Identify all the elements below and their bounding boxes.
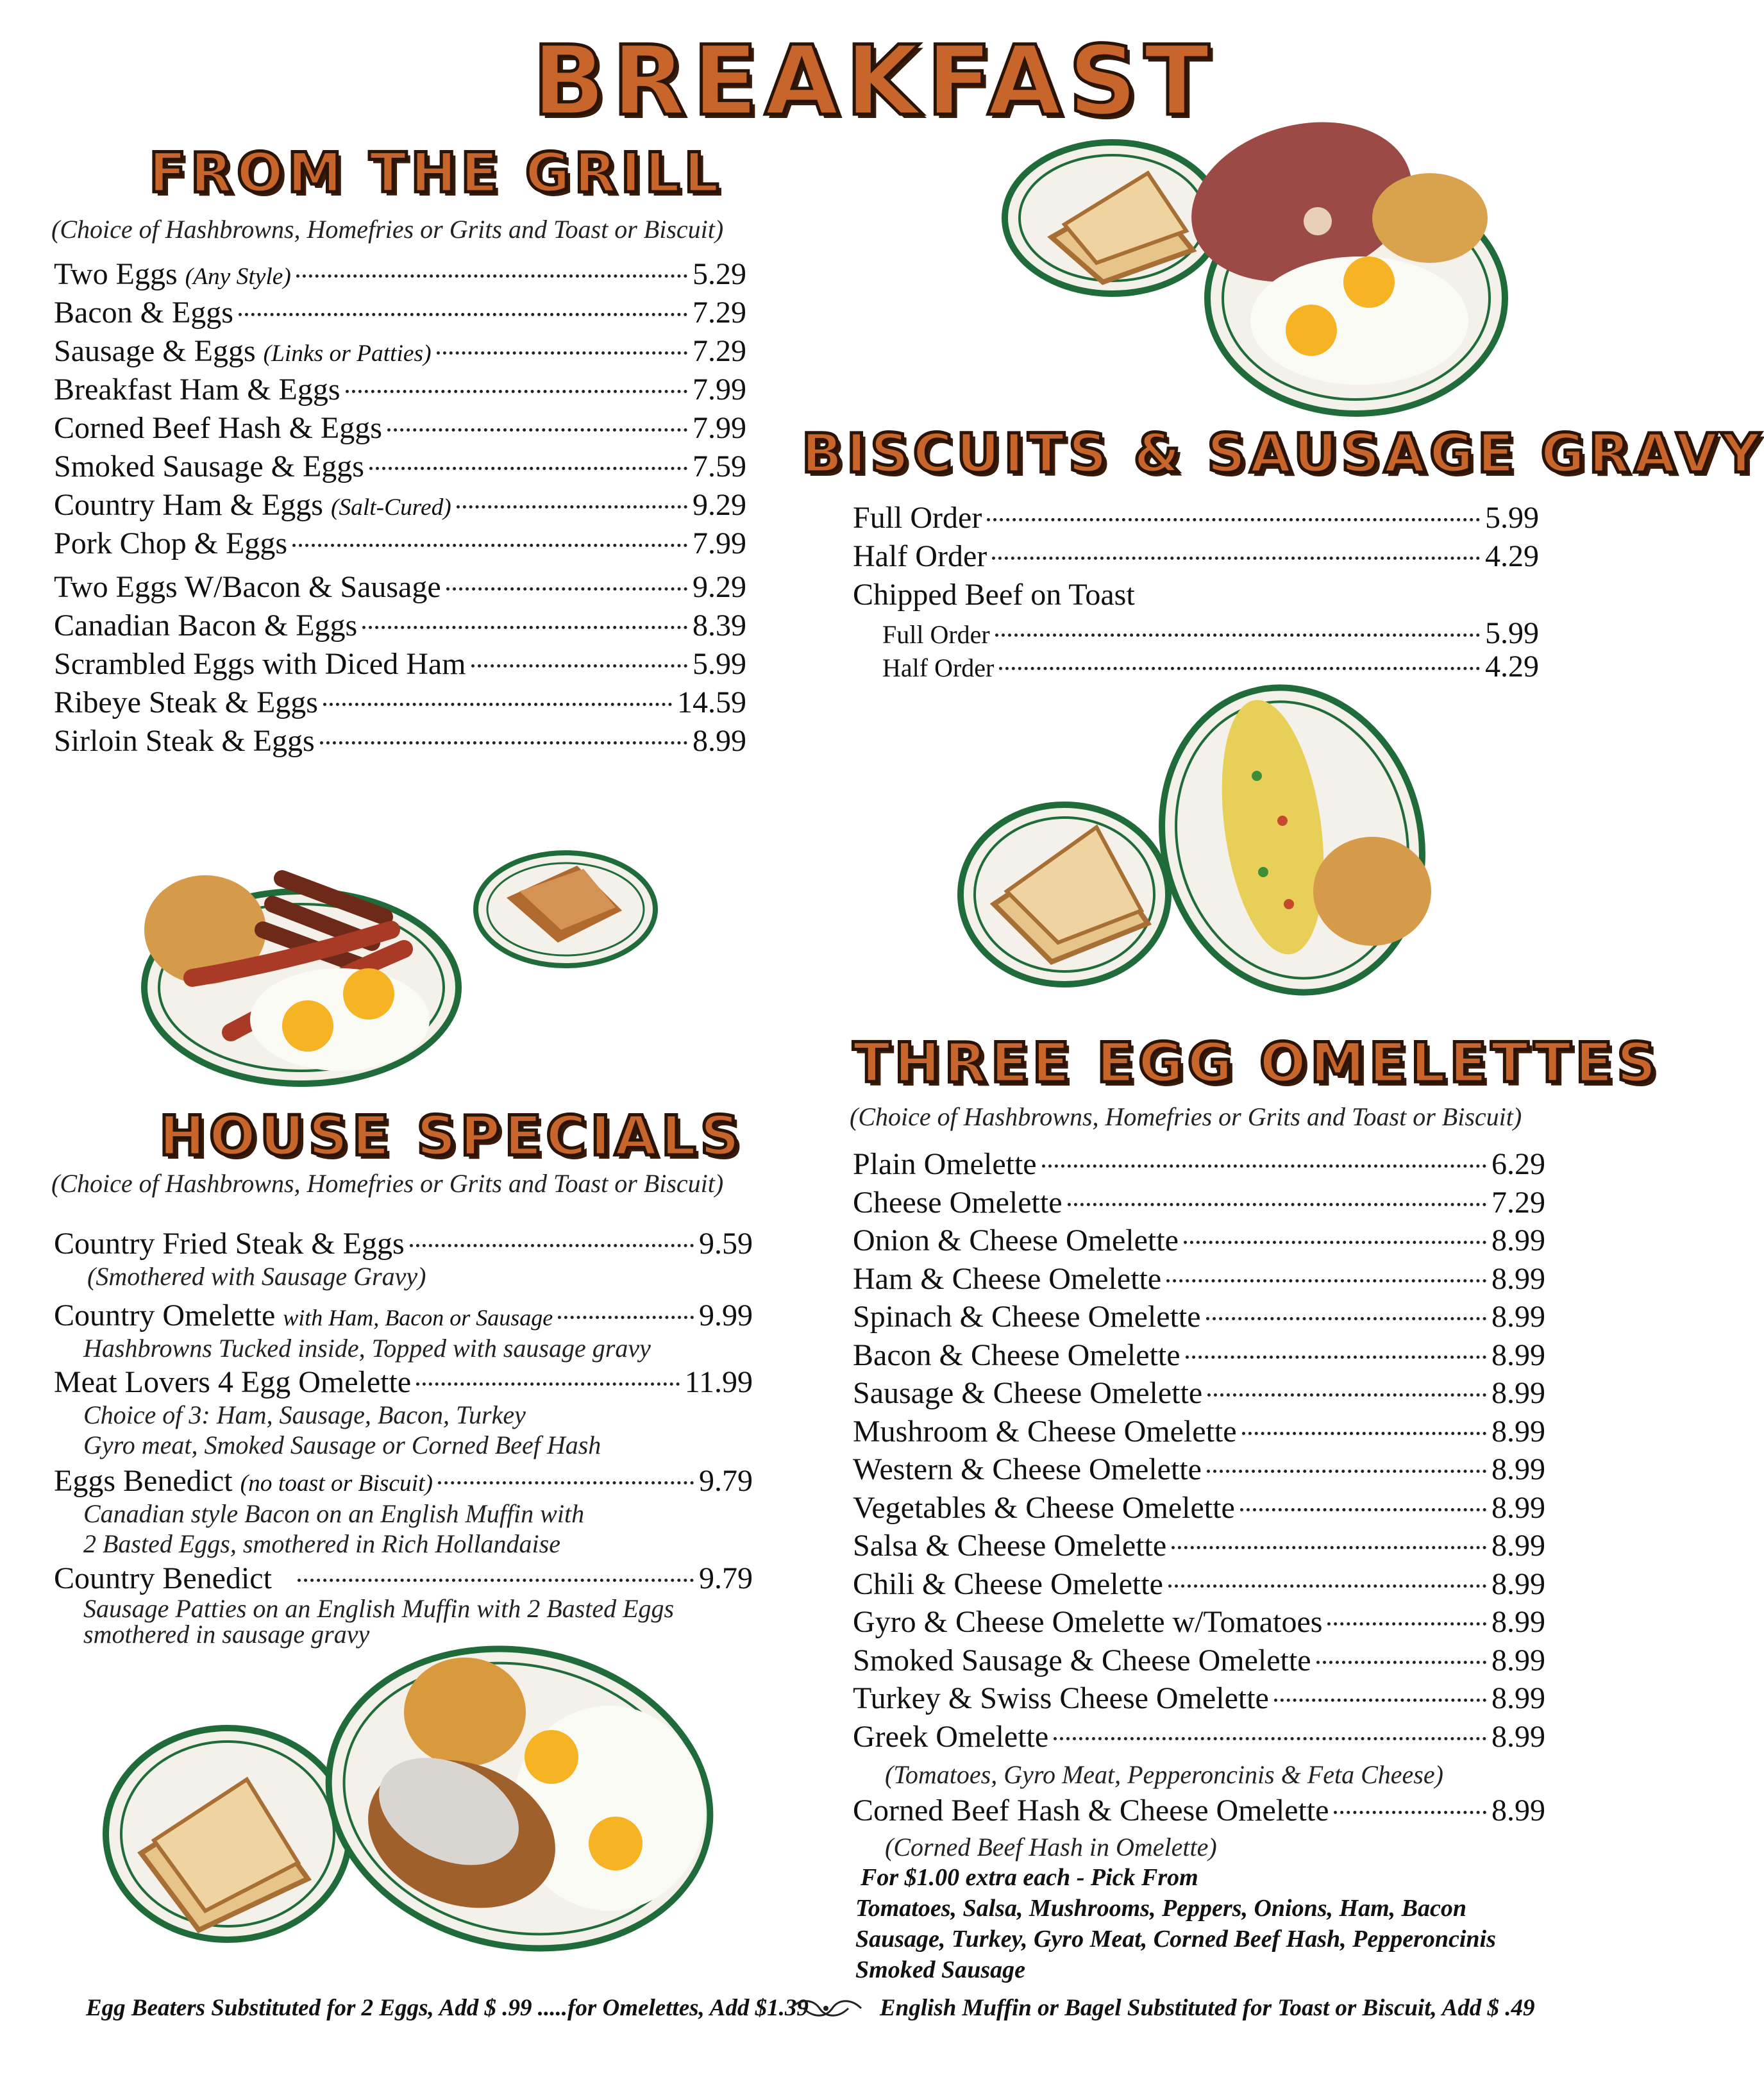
page-title: BREAKFAST — [532, 26, 1216, 137]
grill-row: Sirloin Steak & Eggs 8.99 — [54, 724, 746, 758]
biscuits-menu — [853, 500, 1539, 682]
chipped-beef-row: Half Order 4.29 — [882, 650, 1539, 684]
house-menu — [54, 1226, 753, 1647]
fried-steak-photo-icon — [103, 1642, 718, 1962]
omelette-extras: For $1.00 extra each - Pick From Tomatoes, Salsa, Mushrooms, Peppers, Onions, Ham, Bacon Sausage, Turkey, Gyro Meat, Corned Beef Hash, Pepperoncinis Smoked Sausage — [855, 1864, 1496, 1983]
omelette-row: Ham & Cheese Omelette 8.99 — [853, 1261, 1545, 1296]
omelette-row: Gyro & Cheese Omelette w/Tomatoes 8.99 — [853, 1605, 1545, 1639]
ham-eggs-photo-icon — [1000, 90, 1513, 417]
omelette-row: Cheese Omelette 7.29 — [853, 1185, 1545, 1220]
biscuits-row: Full Order 5.99 — [853, 501, 1539, 535]
omelette-row: Plain Omelette 6.29 — [853, 1147, 1545, 1181]
grill-row: Sausage & Eggs (Links or Patties) 7.29 — [54, 334, 746, 368]
grill-menu — [54, 256, 746, 762]
chipped-beef-heading: Chipped Beef on Toast — [853, 578, 1135, 612]
house-item: Meat Lovers 4 Egg Omelette 11.99 Choice of 3: Ham, Sausage, Bacon, Turkey Gyro meat, Smoked Sausage or Corned Beef Hash — [54, 1365, 753, 1459]
grill-row: Breakfast Ham & Eggs 7.99 — [54, 373, 746, 407]
grill-row: Ribeye Steak & Eggs 14.59 — [54, 685, 746, 719]
grill-note: (Choice of Hashbrowns, Homefries or Grits and Toast or Biscuit) — [51, 215, 724, 244]
omelette-row: Mushroom & Cheese Omelette 8.99 — [853, 1414, 1545, 1449]
omelette-row: Corned Beef Hash & Cheese Omelette 8.99 — [853, 1794, 1545, 1827]
house-note: (Choice of Hashbrowns, Homefries or Grits and Toast or Biscuit) — [51, 1169, 724, 1198]
footer-right: English Muffin or Bagel Substituted for Toast or Biscuit, Add $ .49 — [880, 1995, 1535, 2021]
grill-row: Corned Beef Hash & Eggs 7.99 — [54, 411, 746, 445]
omelettes-title: THREE EGG OMELETTES — [853, 1031, 1661, 1095]
grill-row: Two Eggs (Any Style) 5.29 — [54, 257, 746, 291]
house-title: HOUSE SPECIALS — [159, 1104, 744, 1168]
omelette-row: Smoked Sausage & Cheese Omelette 8.99 — [853, 1643, 1545, 1677]
greek-omelette-note: (Tomatoes, Gyro Meat, Pepperoncinis & Feta Cheese) — [885, 1760, 1443, 1789]
omelette-row: Turkey & Swiss Cheese Omelette 8.99 — [853, 1681, 1545, 1715]
grill-row: Pork Chop & Eggs 7.99 — [54, 526, 746, 560]
grill-row: Smoked Sausage & Eggs 7.59 — [54, 449, 746, 483]
omelette-row: Western & Cheese Omelette 8.99 — [853, 1452, 1545, 1486]
omelette-row: Sausage & Cheese Omelette 8.99 — [853, 1376, 1545, 1410]
omelettes-menu — [853, 1147, 1545, 1867]
omelette-photo-icon — [955, 680, 1500, 1000]
house-item: Eggs Benedict (no toast or Biscuit) 9.79 Canadian style Bacon on an English Muffin with 2 Basted Eggs, smothered in Rich Hollandaise — [54, 1464, 753, 1558]
footer-left: Egg Beaters Substituted for 2 Eggs, Add $ .99 .....for Omelettes, Add $1.39 — [86, 1995, 809, 2021]
bacon-sausage-photo-icon — [135, 840, 660, 1096]
omelettes-note: (Choice of Hashbrowns, Homefries or Grits and Toast or Biscuit) — [850, 1102, 1522, 1131]
omelette-row: Onion & Cheese Omelette 8.99 — [853, 1223, 1545, 1257]
omelette-row: Bacon & Cheese Omelette 8.99 — [853, 1338, 1545, 1372]
grill-row: Bacon & Eggs 7.29 — [54, 296, 746, 330]
biscuits-title: BISCUITS & SAUSAGE GRAVY — [802, 422, 1764, 485]
flourish-divider-icon — [787, 1995, 864, 2021]
omelette-row: Chili & Cheese Omelette 8.99 — [853, 1567, 1545, 1601]
omelette-row: Vegetables & Cheese Omelette 8.99 — [853, 1490, 1545, 1525]
house-item: Country Fried Steak & Eggs 9.59 (Smothered with Sausage Gravy) — [54, 1227, 753, 1291]
omelette-row: Greek Omelette 8.99 — [853, 1719, 1545, 1754]
omelette-row: Spinach & Cheese Omelette 8.99 — [853, 1300, 1545, 1334]
house-item: Country Omelette with Ham, Bacon or Sausage 9.99 Hashbrowns Tucked inside, Topped with sausage gravy — [54, 1298, 753, 1363]
grill-row: Two Eggs W/Bacon & Sausage 9.29 — [54, 570, 746, 604]
grill-row: Scrambled Eggs with Diced Ham 5.99 — [54, 647, 746, 681]
grill-row: Country Ham & Eggs (Salt-Cured) 9.29 — [54, 488, 746, 522]
house-item: Country Benedict 9.79 Sausage Patties on an English Muffin with 2 Basted Eggs smothered in sausage gravy — [54, 1561, 753, 1649]
grill-title: FROM THE GRILL — [149, 141, 723, 205]
chipped-beef-row: Full Order 5.99 — [882, 616, 1539, 650]
omelette-row: Salsa & Cheese Omelette 8.99 — [853, 1529, 1545, 1563]
biscuits-row: Half Order 4.29 — [853, 539, 1539, 573]
grill-row: Canadian Bacon & Eggs 8.39 — [54, 609, 746, 643]
corned-omelette-note: (Corned Beef Hash in Omelette) — [885, 1832, 1217, 1861]
